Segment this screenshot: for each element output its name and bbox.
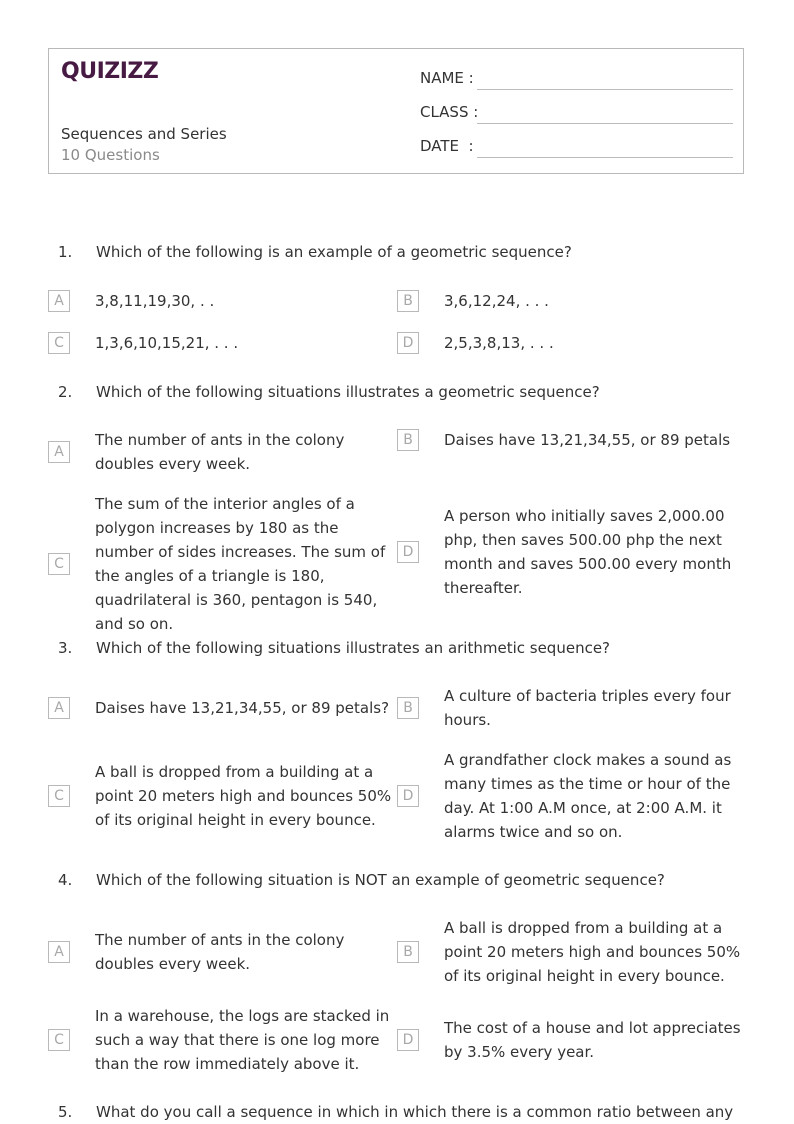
option-letter-box: C	[48, 1029, 70, 1051]
date-field	[420, 134, 733, 158]
name-field	[420, 66, 733, 90]
answer-option	[397, 748, 744, 844]
class-field	[420, 100, 733, 124]
option-text: The cost of a house and lot appreciates by 3.5% every year.	[444, 1019, 741, 1061]
option-letter-box: B	[397, 941, 419, 963]
question-text: What do you call a sequence in which in which there is a common ratio between any	[96, 1103, 734, 1121]
answer-option	[397, 684, 744, 732]
class-label: CLASS :	[420, 103, 479, 121]
option-text: In a warehouse, the logs are stacked in such a way that there is one log more than the row immediately above it.	[95, 1007, 390, 1073]
name-line	[477, 89, 733, 90]
option-letter-box: B	[397, 290, 419, 312]
question-count: 10 Questions	[61, 146, 160, 164]
worksheet-title: Sequences and Series	[61, 125, 227, 143]
answer-option	[48, 696, 395, 720]
option-letter-box: B	[397, 429, 419, 451]
answer-option	[397, 428, 744, 452]
option-text: A person who initially saves 2,000.00 php, then saves 500.00 php the next month and saves 500.00 every month thereafter.	[444, 507, 732, 597]
option-text: A culture of bacteria triples every four hours.	[444, 687, 731, 729]
answer-option	[397, 504, 744, 600]
question-number: 1.	[58, 243, 73, 261]
answer-option	[48, 1004, 395, 1076]
question-number: 4.	[58, 871, 73, 889]
class-line	[477, 123, 733, 124]
answer-option	[397, 331, 744, 355]
answer-option	[48, 760, 395, 832]
option-letter-box: D	[397, 541, 419, 563]
option-text: 3,8,11,19,30, . .	[95, 292, 215, 310]
option-text: The sum of the interior angles of a polygon increases by 180 as the number of sides increases. The sum of the angles of a triangle is 180, quadrilateral is 360, pentagon is 540, and so on.	[95, 495, 386, 633]
answer-option	[397, 916, 744, 988]
option-letter-box: C	[48, 332, 70, 354]
option-letter-box: A	[48, 290, 70, 312]
name-label: NAME :	[420, 69, 474, 87]
option-text: The number of ants in the colony doubles every week.	[95, 431, 345, 473]
option-text: 3,6,12,24, . . .	[444, 292, 549, 310]
question-text: Which of the following is an example of a geometric sequence?	[96, 243, 572, 261]
quizizz-logo: QUIZIZZ	[61, 59, 159, 84]
question-number: 2.	[58, 383, 73, 401]
option-text: 2,5,3,8,13, . . .	[444, 334, 554, 352]
date-label: DATE :	[420, 137, 474, 155]
option-letter-box: A	[48, 441, 70, 463]
answer-option	[397, 1016, 744, 1064]
answer-option	[397, 289, 744, 313]
option-text: 1,3,6,10,15,21, . . .	[95, 334, 239, 352]
worksheet-header	[48, 48, 744, 174]
option-text: Daises have 13,21,34,55, or 89 petals	[444, 431, 731, 449]
question-text: Which of the following situation is NOT an example of geometric sequence?	[96, 871, 665, 889]
answer-option	[48, 289, 395, 313]
question-text: Which of the following situations illustrates an arithmetic sequence?	[96, 639, 611, 657]
option-text: The number of ants in the colony doubles every week.	[95, 931, 345, 973]
option-letter-box: D	[397, 1029, 419, 1051]
option-text: A grandfather clock makes a sound as many times as the time or hour of the day. At 1:00 A.M once, at 2:00 A.M. it alarms twice and so on.	[444, 751, 732, 841]
answer-option	[48, 428, 395, 476]
option-letter-box: B	[397, 697, 419, 719]
option-letter-box: D	[397, 785, 419, 807]
option-letter-box: C	[48, 785, 70, 807]
answer-option	[48, 331, 395, 355]
option-text: A ball is dropped from a building at a point 20 meters high and bounces 50% of its original height in every bounce.	[95, 763, 392, 829]
question-text: Which of the following situations illustrates a geometric sequence?	[96, 383, 600, 401]
answer-option	[48, 928, 395, 976]
option-text: Daises have 13,21,34,55, or 89 petals?	[95, 699, 390, 717]
option-letter-box: C	[48, 553, 70, 575]
date-line	[477, 157, 733, 158]
option-letter-box: D	[397, 332, 419, 354]
question-number: 5.	[58, 1103, 73, 1121]
question-number: 3.	[58, 639, 73, 657]
option-text: A ball is dropped from a building at a point 20 meters high and bounces 50% of its original height in every bounce.	[444, 919, 741, 985]
option-letter-box: A	[48, 697, 70, 719]
answer-option	[48, 492, 395, 636]
option-letter-box: A	[48, 941, 70, 963]
